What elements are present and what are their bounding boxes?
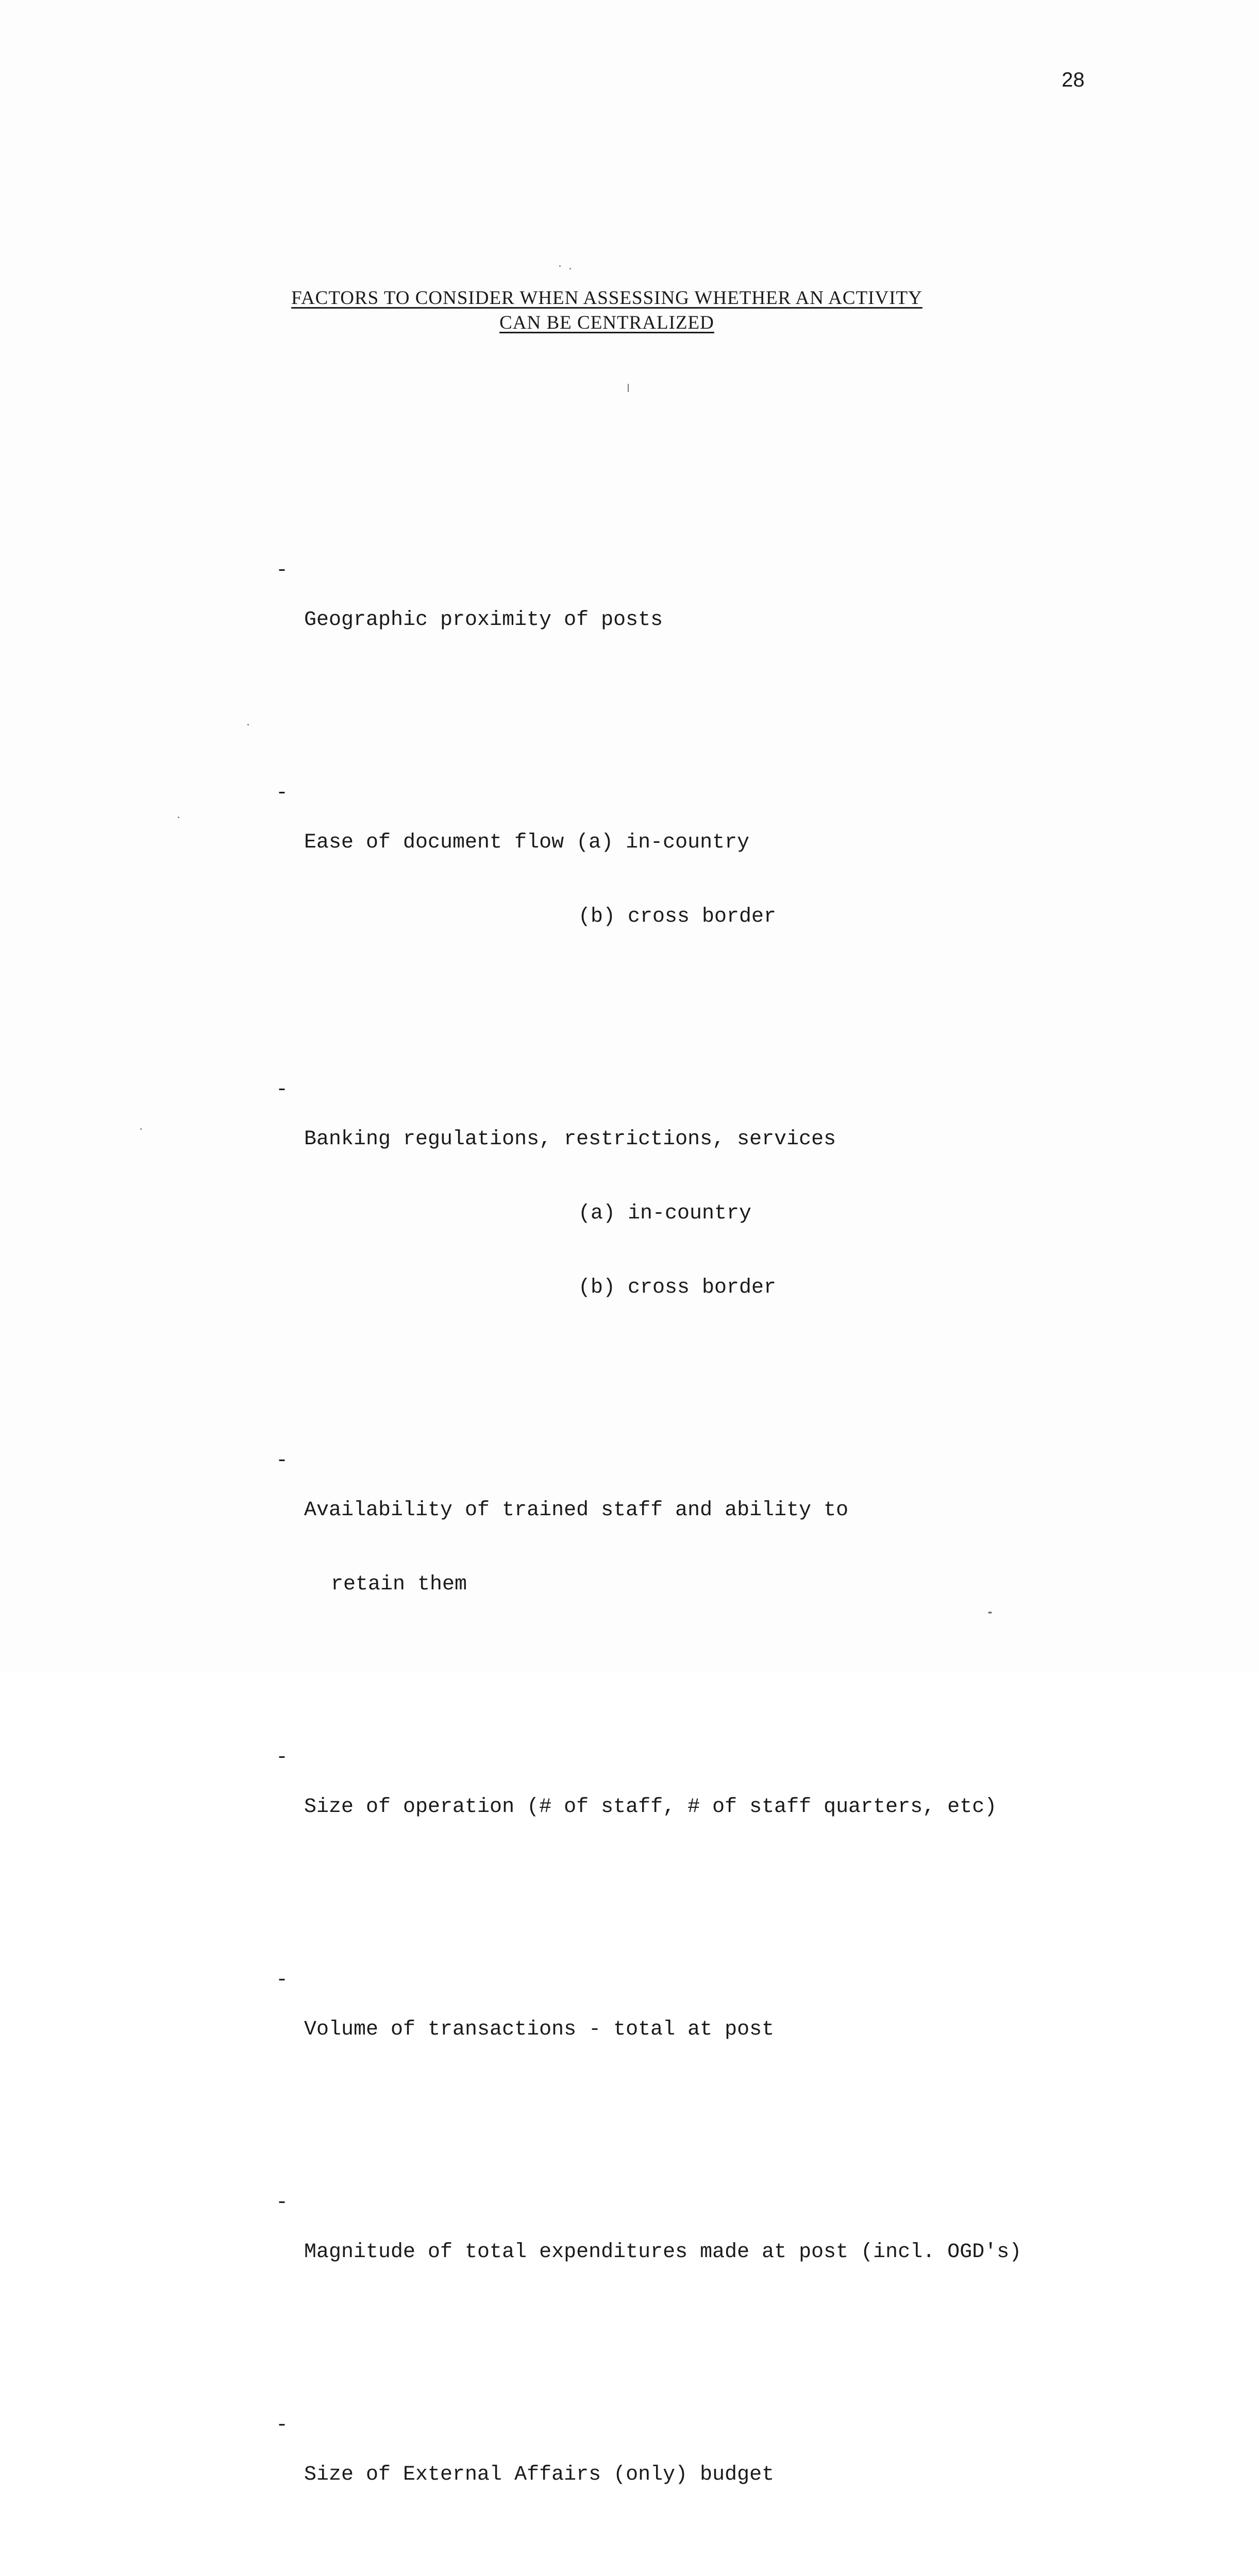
- scan-speck: [178, 817, 179, 818]
- list-item: [276, 558, 1080, 682]
- scan-speck: [247, 724, 249, 725]
- page-number: 28: [1062, 69, 1085, 91]
- factor-text: Size of operation (# of staff, # of staff quarters, etc): [304, 1795, 997, 1819]
- scan-speck: [559, 265, 561, 267]
- scan-speck: [140, 1128, 142, 1130]
- bullet-dash: -: [276, 1746, 289, 1769]
- scan-speck: [628, 384, 629, 392]
- list-item: [276, 1745, 1080, 1869]
- factor-continuation: retain them: [331, 1573, 467, 1596]
- bullet-dash: -: [276, 782, 289, 805]
- title-line-2: CAN BE CENTRALIZED: [499, 312, 714, 333]
- factors-list: [276, 484, 1080, 2576]
- factor-subitem: (b) cross border: [578, 1276, 777, 1299]
- factor-subitem: (a) in-country: [578, 1202, 752, 1225]
- list-item: [276, 2191, 1080, 2314]
- factor-text: Banking regulations, restrictions, services: [304, 1128, 836, 1151]
- bullet-dash: -: [276, 1078, 289, 1101]
- scan-speck: [988, 1612, 992, 1614]
- factor-text: Ease of document flow (a) in-country: [304, 831, 750, 854]
- bullet-dash: -: [276, 2414, 289, 2437]
- document-title: [268, 286, 946, 335]
- list-item: [276, 1968, 1080, 2092]
- bullet-dash: -: [276, 1969, 289, 1992]
- list-item: [276, 1078, 1080, 1350]
- list-item: [276, 1449, 1080, 1647]
- list-item: [276, 781, 1080, 979]
- factor-text: Size of External Affairs (only) budget: [304, 2463, 775, 2486]
- factor-text: Availability of trained staff and ability to: [304, 1499, 849, 1522]
- bullet-dash: -: [276, 1449, 289, 1472]
- bullet-dash: -: [276, 2191, 289, 2214]
- factor-text: Geographic proximity of posts: [304, 608, 663, 632]
- factor-text: Magnitude of total expenditures made at post (incl. OGD's): [304, 2241, 1022, 2264]
- list-item: [276, 2413, 1080, 2537]
- factor-subitem: (b) cross border: [578, 905, 777, 928]
- title-line-1: FACTORS TO CONSIDER WHEN ASSESSING WHETHER AN ACTIVITY: [291, 287, 922, 309]
- factor-text: Volume of transactions - total at post: [304, 2018, 775, 2041]
- scan-speck: [569, 268, 571, 269]
- bullet-dash: -: [276, 559, 289, 582]
